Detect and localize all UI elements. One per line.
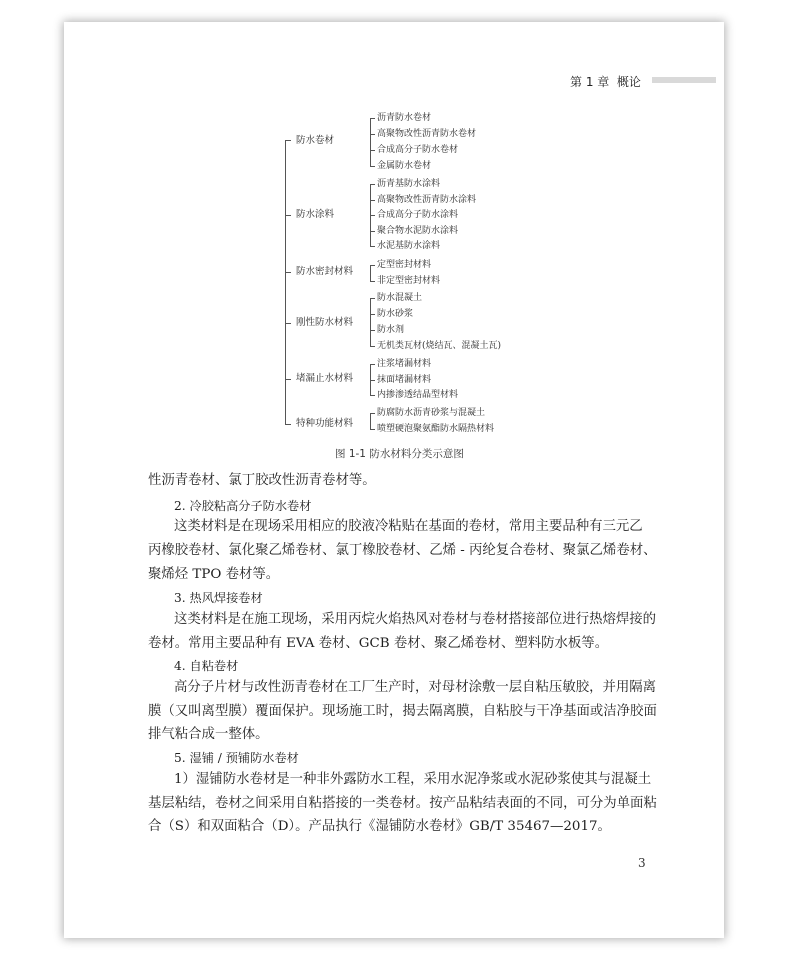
item-connector	[370, 166, 375, 167]
category-label: 防水涂料	[296, 209, 335, 220]
category-label: 防水卷材	[296, 135, 335, 146]
category-item: 高聚物改性沥青防水卷材	[377, 129, 477, 139]
category-item: 合成高分子防水涂料	[377, 210, 459, 220]
category-item: 沥青防水卷材	[377, 113, 432, 123]
category-label: 刚性防水材料	[296, 317, 354, 328]
body-line: 卷材。常用主要品种有 EVA 卷材、GCB 卷材、聚乙烯卷材、塑料防水板等。	[148, 636, 609, 651]
body-line: 膜（又叫离型膜）覆面保护。现场施工时，揭去隔离膜，自粘胶与干净基面或洁净胶面	[148, 704, 657, 719]
item-connector	[370, 364, 375, 365]
category-item: 防水剂	[377, 325, 405, 335]
item-connector	[370, 314, 375, 315]
category-item: 喷塑硬泡聚氨酯防水隔热材料	[377, 424, 495, 434]
category-label: 堵漏止水材料	[296, 373, 354, 384]
item-connector	[370, 395, 375, 396]
category-connector	[285, 272, 291, 273]
category-connector	[285, 379, 291, 380]
category-connector	[285, 323, 291, 324]
body-line: 聚烯烃 TPO 卷材等。	[148, 567, 280, 582]
section-heading: 3. 热风焊接卷材	[174, 591, 263, 605]
item-connector	[370, 134, 375, 135]
item-connector	[370, 265, 375, 266]
category-item: 防水砂浆	[377, 309, 414, 319]
item-connector	[370, 150, 375, 151]
category-label: 特种功能材料	[296, 418, 354, 429]
body-line: 高分子片材与改性沥青卷材在工厂生产时，对母材涂敷一层自粘压敏胶，并用隔离	[174, 680, 657, 695]
chapter-title: 概论	[616, 75, 641, 89]
section-heading: 5. 湿铺 / 预铺防水卷材	[174, 751, 299, 765]
item-connector	[370, 298, 375, 299]
item-connector	[370, 281, 375, 282]
category-label: 防水密封材料	[296, 266, 354, 277]
category-item: 合成高分子防水卷材	[377, 145, 459, 155]
category-bracket	[370, 298, 371, 346]
category-item: 防水混凝土	[377, 293, 423, 303]
item-connector	[370, 330, 375, 331]
item-connector	[370, 215, 375, 216]
figure-caption: 图 1-1 防水材料分类示意图	[335, 448, 464, 460]
category-item: 防腐防水沥青砂浆与混凝土	[377, 408, 486, 418]
item-connector	[370, 429, 375, 430]
body-line: 丙橡胶卷材、氯化聚乙烯卷材、氯丁橡胶卷材、乙烯 - 丙纶复合卷材、聚氯乙烯卷材、	[148, 543, 657, 558]
category-connector	[285, 140, 291, 141]
item-connector	[370, 413, 375, 414]
category-bracket	[370, 265, 371, 281]
body-line: 1）湿铺防水卷材是一种非外露防水工程，采用水泥净浆或水泥砂浆使其与混凝土	[174, 772, 652, 787]
body-line: 这类材料是在施工现场，采用丙烷火焰热风对卷材与卷材搭接部位进行热熔焊接的	[174, 612, 657, 627]
header-rule	[652, 77, 716, 83]
category-item: 高聚物改性沥青防水涂料	[377, 195, 477, 205]
category-connector	[285, 215, 291, 216]
category-item: 水泥基防水涂料	[377, 241, 441, 251]
category-item: 注浆堵漏材料	[377, 359, 432, 369]
item-connector	[370, 184, 375, 185]
diagram-main-bracket	[285, 140, 286, 424]
category-item: 内掺渗透结晶型材料	[377, 390, 459, 400]
category-bracket	[370, 118, 371, 166]
item-connector	[370, 118, 375, 119]
chapter-number: 第 1 章	[570, 75, 610, 89]
category-item: 沥青基防水涂料	[377, 179, 441, 189]
body-line: 基层粘结，卷材之间采用自粘搭接的一类卷材。按产品粘结表面的不同，可分为单面粘	[148, 796, 657, 811]
section-heading: 2. 冷胶粘高分子防水卷材	[174, 499, 312, 513]
category-item: 抹面堵漏材料	[377, 375, 432, 385]
running-header	[570, 73, 641, 90]
page-number: 3	[638, 856, 646, 870]
body-line: 这类材料是在现场采用相应的胶液冷粘贴在基面的卷材，常用主要品种有三元乙	[174, 519, 643, 534]
category-item: 金属防水卷材	[377, 161, 432, 171]
item-connector	[370, 246, 375, 247]
category-item: 定型密封材料	[377, 260, 432, 270]
item-connector	[370, 200, 375, 201]
item-connector	[370, 346, 375, 347]
body-line: 排气粘合成一整体。	[148, 727, 269, 742]
category-item: 无机类瓦材(烧结瓦、混凝土瓦)	[377, 341, 502, 351]
body-line: 合（S）和双面粘合（D）。产品执行《湿铺防水卷材》GB/T 35467—2017。	[148, 819, 611, 834]
section-heading: 4. 自粘卷材	[174, 659, 239, 673]
item-connector	[370, 231, 375, 232]
category-bracket	[370, 413, 371, 429]
item-connector	[370, 380, 375, 381]
body-line: 性沥青卷材、氯丁胶改性沥青卷材等。	[148, 473, 376, 488]
category-item: 非定型密封材料	[377, 276, 441, 286]
category-connector	[285, 424, 291, 425]
category-item: 聚合物水泥防水涂料	[377, 226, 459, 236]
